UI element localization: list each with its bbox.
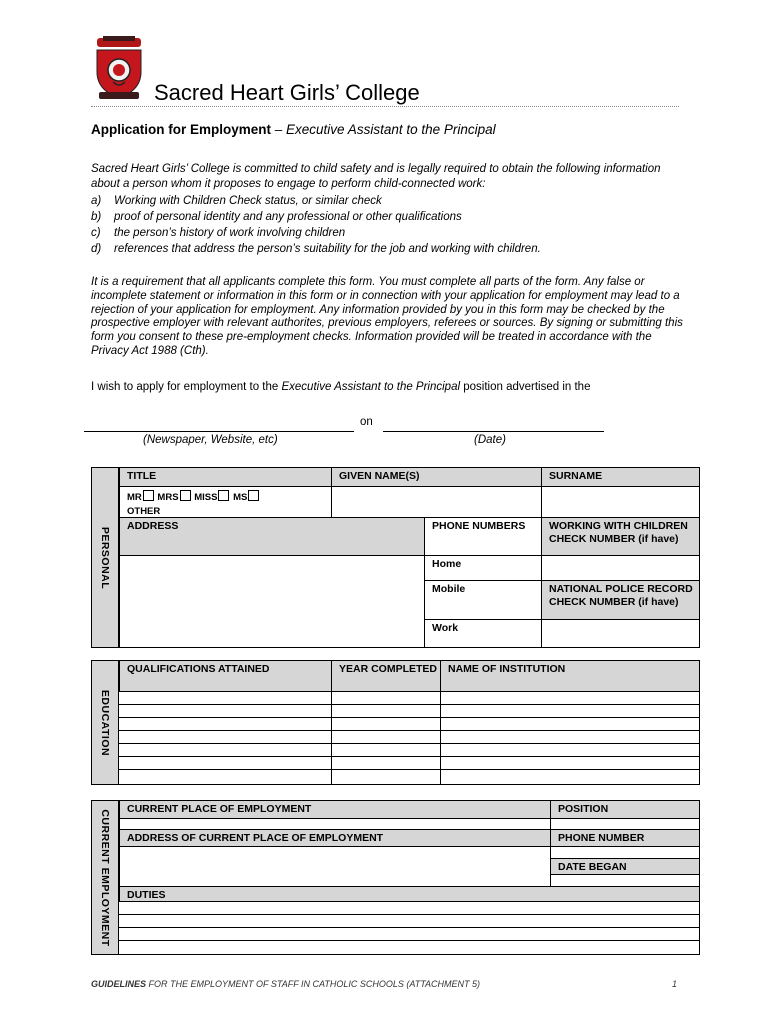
employer-address-header: ADDRESS OF CURRENT PLACE OF EMPLOYMENT: [119, 829, 550, 846]
title-header: TITLE: [119, 468, 331, 486]
education-side-label: EDUCATION: [92, 661, 119, 784]
header-divider: [91, 106, 679, 107]
table-row[interactable]: [119, 940, 699, 941]
employer-address-field[interactable]: [119, 846, 550, 886]
table-row[interactable]: [119, 717, 699, 718]
phone-number-header: PHONE NUMBER: [550, 829, 699, 846]
wwcc-field[interactable]: [541, 555, 699, 580]
on-label: on: [360, 416, 373, 428]
date-input-line[interactable]: [383, 431, 604, 432]
list-item: a) Working with Children Check status, or similar check: [91, 195, 382, 207]
table-row[interactable]: [119, 927, 699, 928]
home-phone-field[interactable]: [424, 555, 541, 580]
employment-side-label: CURRENT EMPLOYMENT: [92, 801, 119, 954]
mobile-label: Mobile: [432, 583, 466, 595]
mrs-checkbox[interactable]: [180, 490, 191, 501]
table-row[interactable]: [119, 743, 699, 744]
list-item: c) the person’s history of work involving children: [91, 227, 346, 239]
table-row[interactable]: [119, 769, 699, 770]
surname-header: SURNAME: [541, 468, 699, 486]
footer-text: GUIDELINES FOR THE EMPLOYMENT OF STAFF IN CATHOLIC SCHOOLS (ATTACHMENT 5): [91, 979, 481, 989]
police-check-header: NATIONAL POLICE RECORD CHECK NUMBER (if have): [541, 580, 699, 619]
position-field[interactable]: [550, 818, 699, 829]
column-divider: [331, 691, 332, 784]
date-began-field[interactable]: [550, 874, 699, 886]
current-place-header: CURRENT PLACE OF EMPLOYMENT: [119, 801, 550, 818]
position-header: POSITION: [550, 801, 699, 818]
other-label: OTHER: [127, 506, 161, 517]
given-names-field[interactable]: [331, 486, 541, 517]
date-label: (Date): [474, 434, 506, 446]
mr-checkbox[interactable]: [143, 490, 154, 501]
wwcc-header: WORKING WITH CHILDREN CHECK NUMBER (if have): [541, 517, 699, 555]
address-header: ADDRESS: [119, 517, 424, 555]
work-phone-field[interactable]: [424, 619, 541, 647]
form-title: Application for Employment – Executive Assistant to the Principal: [91, 122, 496, 137]
current-place-field[interactable]: [119, 818, 550, 829]
table-row[interactable]: [119, 914, 699, 915]
home-label: Home: [432, 558, 462, 570]
qualifications-header: QUALIFICATIONS ATTAINED: [119, 661, 331, 691]
table-row[interactable]: [119, 756, 699, 757]
source-input-line[interactable]: [84, 431, 354, 432]
education-section: [91, 660, 700, 785]
apply-statement: I wish to apply for employment to the Executive Assistant to the Principal position advertised in the: [91, 381, 591, 393]
employment-section: [91, 800, 700, 955]
date-began-header: DATE BEGAN: [550, 858, 699, 874]
duties-header: DUTIES: [119, 886, 699, 901]
phone-number-field[interactable]: [550, 846, 699, 858]
college-name: Sacred Heart Girls’ College: [154, 80, 420, 105]
given-names-header: GIVEN NAME(S): [331, 468, 541, 486]
table-row[interactable]: [119, 730, 699, 731]
table-row[interactable]: [119, 691, 699, 692]
disclaimer-paragraph: It is a requirement that all applicants complete this form. You must complete all parts of the form. Any false or incomplete statement or information in this form or in connection with your application for employment may lead to a rejection of your application for employment. Any information provided by you in this form may be checked by the prospective employer with relevant authorites, previous employers, referees or sources. By signing or submitting this form you consent to these pre-employment checks. Information provided will be treated in accordance with the Privacy Act 1988 (Cth).: [91, 276, 683, 357]
work-label: Work: [432, 622, 459, 634]
miss-checkbox[interactable]: [218, 490, 229, 501]
title-options: MR MRS MISS MS OTHER: [119, 486, 331, 517]
personal-section: [91, 467, 700, 648]
table-row[interactable]: [119, 901, 699, 902]
police-check-field[interactable]: [541, 619, 699, 647]
intro-paragraph: Sacred Heart Girls’ College is committed to child safety and is legally required to obtain the following information about a person whom it proposes to engage to perform child-connected work:: [91, 163, 661, 190]
requirements-list: [91, 193, 691, 257]
table-row[interactable]: [119, 704, 699, 705]
address-field[interactable]: [119, 555, 424, 647]
page-number: 1: [672, 979, 678, 989]
year-completed-header: YEAR COMPLETED: [331, 661, 440, 691]
list-item: d) references that address the person’s suitability for the job and working with children.: [91, 243, 541, 255]
personal-side-label: PERSONAL: [92, 468, 119, 647]
surname-field[interactable]: [541, 486, 699, 517]
mobile-phone-field[interactable]: [424, 580, 541, 619]
phone-numbers-header: PHONE NUMBERS: [424, 517, 541, 555]
ms-checkbox[interactable]: [248, 490, 259, 501]
column-divider: [440, 691, 441, 784]
list-item: b) proof of personal identity and any professional or other qualifications: [91, 211, 462, 223]
source-label: (Newspaper, Website, etc): [143, 434, 278, 446]
institution-header: NAME OF INSTITUTION: [440, 661, 699, 691]
school-crest-icon: [91, 36, 147, 100]
